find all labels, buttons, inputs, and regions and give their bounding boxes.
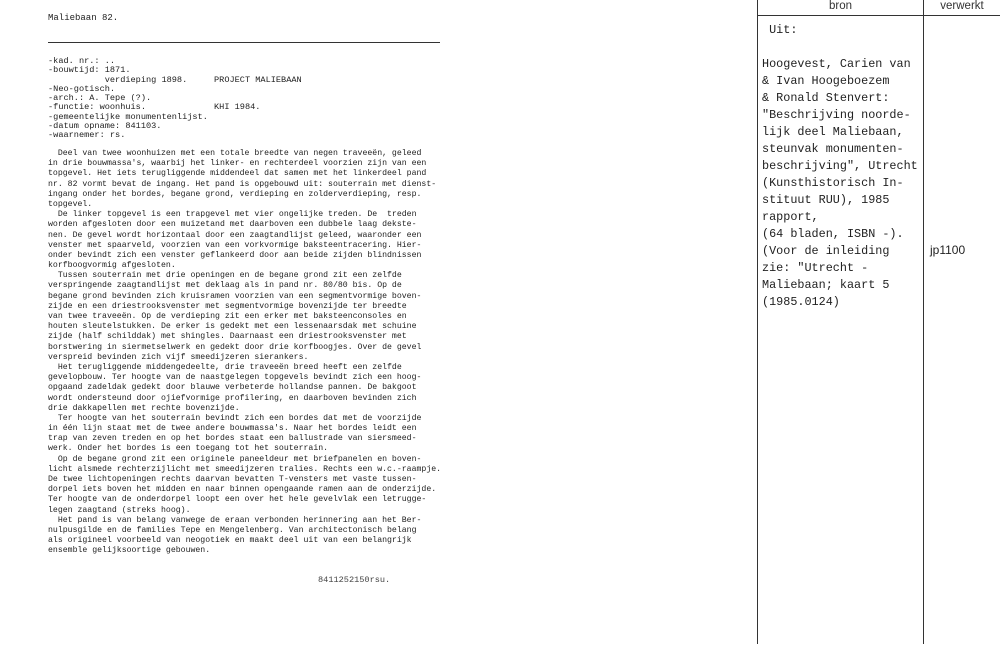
metadata-line: -functie: woonhuis.	[48, 102, 146, 113]
metadata-block	[48, 57, 208, 141]
document-title: Maliebaan 82.	[48, 13, 119, 23]
metadata-line: verdieping 1898.	[48, 74, 188, 85]
paragraph: Tussen souterrain met drie openingen en de begane grond zit een zelfde verspringende zaagtandlijst met deklaag als in pand nr. 80/80 bis. Op de begane grond bevinden zich kruisramen voorzien van een segmentvormige boven- zijde en een driestrooksvenster met segmentvormige bovenzijde ter breedte van twee traveeën. Op de verdieping zit een erker met baksteenconsoles en houten sleutelstukken. De erker is gedekt met een lessenaarsdak met schuine zijde (half schilddak) met shingles. Daarnaast een driestrooksvenster met borstwering in siermetselwerk en gedekt door drie korfboogjes. Over de gevel verspreid bevinden zich vijf smeedijzeren sierankers.	[48, 271, 422, 362]
metadata-line: -arch.: A. Tepe (?).	[48, 93, 152, 104]
paragraph: Het pand is van belang vanwege de eraan verbonden herinnering aan het Ber- nulpusgilde en de families Tepe en Mengelenberg. Van architectonisch belang als origineel voorbeeld van neogotiek en maakt deel uit van een belangrijk ensemble gelijksoortige gebouwen.	[48, 515, 422, 556]
processed-code: jp1100	[930, 243, 966, 257]
header-bron: bron	[828, 0, 853, 12]
metadata-line: -kad. nr.: ..	[48, 56, 116, 66]
metadata-line: -waarnemer: rs.	[48, 130, 126, 141]
project-code: KHI 1984.	[214, 102, 261, 113]
project-name: PROJECT MALIEBAAN	[214, 74, 302, 85]
header-verwerkt: verwerkt	[940, 0, 984, 12]
paragraph: Op de begane grond zit een originele paneeldeur met briefpanelen en boven- licht alsmede rechterzijlicht met smeedijzeren tralies. Rechts een w.c.-raampje. De twee lichtopeningen rechts daarvan bevatten T-vensters met vaste tussen- dorpel iets boven het midden en naar binnen opengaande ramen aan de onderzijde. Ter hoogte van de onderdorpel loopt een over het hele gevelvlak een letrugge- legen zaagtand (streks hoog).	[48, 454, 442, 515]
paragraph: Ter hoogte van het souterrain bevindt zich een bordes dat met de voorzijde in één lijn staat met de twee andere bouwmassa's. Naar het bordes leidt een trap van zeven treden en op het bordes staat een ballustrade van siersmeed- werk. Onder het bordes is een toegang tot het souterrain.	[48, 413, 422, 454]
metadata-line: -gemeentelijke monumentenlijst.	[48, 111, 208, 122]
record-code: 8411252150rsu.	[318, 575, 391, 585]
paragraph: De linker topgevel is een trapgevel met vier ongelijke treden. De treden worden afgesloten door een muizetand met daarboven een dubbele laag dekste- nen. De gevel wordt horizontaal door een zaagtandlijst geleed, waaronder een venster met spaarveld, voorzien van een vorkvormige baksteentracering. Hier- onder bevindt zich een venster geflankeerd door aan beide zijden blindnissen korfboogvormig afgesloten.	[48, 210, 422, 271]
column-divider-right	[923, 0, 924, 644]
source-citation: Uit: Hoogevest, Carien van & Ivan Hoogeboezem & Ronald Stenvert: "Beschrijving noorde- lijk deel Maliebaan, steunvak monumenten- beschrijving", Utrecht (Kunsthistorisch In- stituut RUU), 1985 rapport, (64 bladen, ISBN -). (Voor de inleiding zie: "Utrecht - Maliebaan; kaart 5 (1985.0124)	[762, 23, 918, 309]
metadata-line: -Neo-gotisch.	[48, 83, 116, 94]
title-divider	[48, 42, 440, 43]
metadata-line: -datum opname: 841103.	[48, 121, 162, 132]
description-body	[48, 149, 468, 557]
paragraph: Het terugliggende middengedeelte, drie traveeën breed heeft een zelfde gevelopbouw. Ter hoogte van de naastgelegen topgevels bevindt zich een hoog- opgaand zadeldak gedekt door blauwe verbeterde hollandse pannen. De bakgoot wordt ondersteund door ojiefvormige profilering, en daarboven bevinden zich drie dakkapellen met rechte bovenzijde.	[48, 362, 422, 413]
paragraph: Deel van twee woonhuizen met een totale breedte van negen traveeën, geleed in drie bouwmassa's, waarbij het linker- en rechterdeel voorzien zijn van een topgevel. Het iets terugliggende middendeel dat samen met het linkerdeel pand nr. 82 vormt bevat de ingang. Het pand is opgebouwd uit: souterrain met dienst- ingang onder het bordes, begane grond, verdieping en zolderverdieping, resp. topgevel.	[48, 149, 437, 209]
metadata-line: -bouwtijd: 1871.	[48, 65, 131, 76]
column-divider-left	[757, 0, 758, 644]
header-divider	[757, 15, 1000, 16]
project-label	[214, 57, 302, 122]
